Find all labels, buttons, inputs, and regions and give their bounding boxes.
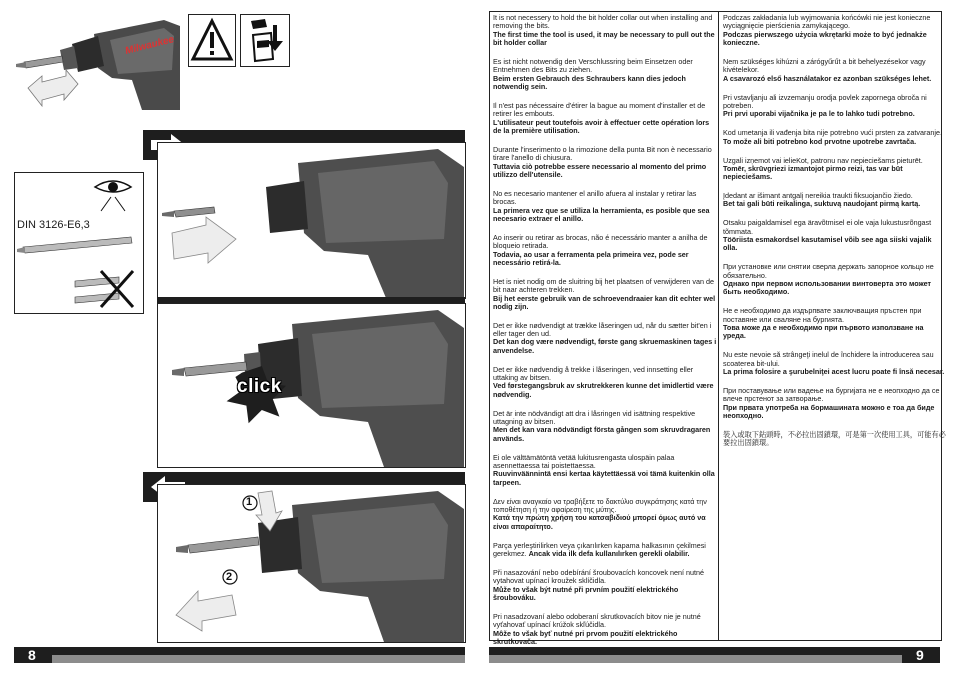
- paragraph: [493, 322, 717, 355]
- figure-insert-bit: [157, 142, 466, 299]
- paragraph-bold-text: L'utilisateur peut toutefois avoir à effectuer cette opération lors de la première utilisation.: [493, 117, 710, 135]
- paragraph-bold-text: To može ali biti potrebno kod prvotne upotrebe zavrtača.: [723, 136, 917, 146]
- paragraph-normal-text: Pri vstavljanju ali izvzemanju orodja povlek zapornega obroča ni potreben.: [723, 92, 927, 110]
- paragraph: [723, 263, 947, 296]
- paragraph: [493, 278, 717, 311]
- footer-bar-left: [14, 647, 465, 655]
- paragraph-normal-text: Įdedant ar išimant antgalį nereikia traukti fiksuojančio žiedo.: [723, 191, 913, 201]
- paragraph-normal-text: Pri nasadzovaní alebo odoberaní skrutkovacích bitov nie je nutné vyťahovať upínací krúžok skľúčidla.: [493, 611, 701, 630]
- paragraph-normal-text: Ei ole välttämätöntä vetää lukitusrengasta ulospäin palaa asennettaessa tai poistettaessa.: [493, 452, 675, 471]
- figure-click: [157, 303, 466, 468]
- paragraph: [493, 410, 717, 443]
- drill-remove-illustration: [158, 485, 465, 642]
- paragraph-bold-text: Det kan dog være nødvendigt, første gang skruemaskinen tages i anvendelse.: [493, 337, 717, 355]
- footer-gray-right: [489, 655, 902, 663]
- paragraph-bold-text: Ruuvinväännintä ensi kertaa käytettäessä voi tämä kuitenkin olla tarpeen.: [493, 469, 715, 487]
- paragraph-bold-text: A csavarozó első használatakor ez azonban szükséges lehet.: [723, 73, 932, 83]
- paragraph-bold-text: Tomēr, skrūvgriezi izmantojot pirmo reizi, tas var būt nepieciešams.: [723, 163, 903, 182]
- paragraph-bold-text: Това може да е необходимо при първото използване на уреда.: [723, 323, 924, 341]
- paragraph: [723, 94, 947, 119]
- paragraph: [493, 542, 717, 559]
- paragraph-bold-text: Môže to však byť nutné pri prvom použití elektrického skrutkovača.: [493, 628, 678, 646]
- paragraph-normal-text: 裝入或取下鉆頭時，不必拉出固鎖環，可是第一次使用工具，可能有必要拉出固鎖環。: [723, 429, 946, 448]
- paragraph-bold-text: Pri prvi uporabi vijačnika je pa le to lahko tudi potrebno.: [723, 109, 915, 119]
- paragraph: [723, 387, 947, 420]
- paragraph-normal-text: Podczas zakładania lub wyjmowania końcówki nie jest konieczne wyciągnięcie pierścienia zamykającego.: [723, 13, 931, 31]
- paragraph-bold-text: При првата употреба на бормашината можно е тоа да биде неопходно.: [723, 402, 935, 420]
- paragraph-bold-text: Bij het eerste gebruik van de schroevendraaier kan dit echter wel nodig zijn.: [493, 293, 716, 311]
- step-1-number: 1: [246, 496, 253, 508]
- paragraph-normal-text: Il n'est pas nécessaire d'étirer la bague au moment d'installer et de retirer les embouts.: [493, 100, 706, 119]
- paragraph-normal-text: Es ist nicht notwendig den Verschlussring beim Einsetzen oder Entnehmen des Bits zu ziehen.: [493, 56, 693, 75]
- paragraph-normal-text: Het is niet nodig om de sluitring bij het plaatsen of verwijderen van de bit naar achteren trekken.: [493, 276, 714, 295]
- paragraph-normal-text: При поставување или вадење на бургијата не е неопходно да се влече прстенот за затворање.: [723, 385, 940, 404]
- drill-click-illustration: [158, 304, 465, 467]
- drill-insert-illustration: [158, 143, 465, 298]
- paragraph-normal-text: Nem szükséges kihúzni a zárógyűrűt a bit behelyezésekor vagy kivételekor.: [723, 56, 926, 75]
- drill-top-illustration: [14, 14, 180, 110]
- text-column-left: [493, 14, 717, 657]
- paragraph-normal-text: Не е необходимо да издърпвате заключващия пръстен при поставяне или сваляне на бургията.: [723, 306, 922, 324]
- paragraph-normal-text: Ao inserir ou retirar as brocas, não é necessário manter a anilha de bloqueio retirada.: [493, 232, 708, 251]
- paragraph: [493, 498, 717, 531]
- step-2-number: 2: [226, 571, 233, 583]
- page-number-left: 8: [28, 647, 36, 663]
- paragraph-bold-text: Ancak vida ilk defa kullanılırken gerekli olabilir.: [528, 548, 690, 558]
- paragraph-bold-text: Bet tai gali būti reikalinga, suktuvą naudojant pirmą kartą.: [723, 199, 921, 209]
- paragraph-normal-text: Durante l'inserimento o la rimozione della punta Bit non è necessario tirare l'anello di chiusura.: [493, 144, 712, 163]
- paragraph-normal-text: No es necesario mantener el anillo afuera al instalar y retirar las brocas.: [493, 188, 697, 207]
- paragraph-normal-text: Parça yerleştirilirken veya çıkarılırken kapama halkasının çekilmesi gerekmez.: [493, 540, 706, 558]
- warning-icon: [189, 15, 235, 66]
- unplug-icon-box: [240, 14, 290, 67]
- paragraph: [493, 569, 717, 602]
- paragraph: [723, 219, 947, 252]
- paragraph: [723, 129, 947, 146]
- paragraph: [493, 14, 717, 47]
- footer-bar-right: [489, 647, 940, 655]
- paragraph-normal-text: Uzgali izņemot vai ielieKot, patronu nav nepieciešams pieturēt.: [723, 155, 923, 165]
- paragraph-normal-text: Det är inte nödvändigt att dra i låsringen vid isättning respektive uttagning av bitsen.: [493, 408, 696, 427]
- paragraph: [723, 351, 947, 376]
- paragraph-normal-text: Det er ikke nødvendig å trekke i låseringen, ved innsetting eller uttaking av bitsen.: [493, 364, 694, 383]
- paragraph-normal-text: Δεν είναι αναγκαίο να τραβήξετε το δακτύλιο συγκράτησης κατά την τοποθέτηση ή την αφαίρεση της μύτης.: [493, 496, 707, 514]
- paragraph: [493, 58, 717, 91]
- paragraph-bold-text: Однако при первом использовании винтоверта это может быть необходимо.: [723, 279, 931, 297]
- column-divider: [718, 12, 719, 640]
- paragraph-bold-text: The first time the tool is used, it may be necessary to pull out the bit holder collar: [493, 29, 715, 48]
- paragraph: [493, 366, 717, 399]
- click-label: click: [237, 376, 282, 397]
- paragraph-bold-text: Podczas pierwszego użycia wkrętarki może to być jednakże konieczne.: [723, 29, 927, 48]
- paragraph-normal-text: It is not necessery to hold the bit holder collar out when installing and removing the bits.: [493, 13, 713, 31]
- paragraph: [723, 58, 947, 83]
- paragraph: [723, 307, 947, 340]
- paragraph-normal-text: Při nasazování nebo odebírání šroubovacích koncovek není nutné vytahovat upínací kroužek sklíčidla.: [493, 567, 704, 586]
- paragraph-bold-text: Ved førstegangsbruk av skrutrekkeren kunne det imidlertid være nødvendig.: [493, 381, 714, 399]
- page-number-right: 9: [916, 647, 924, 663]
- bit-illustration: [15, 173, 143, 313]
- paragraph: [723, 431, 947, 448]
- drill-logo: Milwaukee: [124, 34, 176, 57]
- paragraph: [493, 146, 717, 179]
- paragraph-bold-text: Tööriista esmakordsel kasutamisel võib see aga siiski vajalik olla.: [723, 235, 932, 253]
- din-bit-box: [14, 172, 144, 314]
- din-label: DIN 3126-E6,3: [17, 219, 90, 231]
- battery-remove-icon: [241, 15, 289, 66]
- paragraph-normal-text: При установке или снятии сверла держать запорное кольцо не обязательно.: [723, 262, 934, 280]
- paragraph: [493, 234, 717, 267]
- paragraph-normal-text: Nu este nevoie să strângeţi inelul de închidere la introducerea sau scoaterea bit-ului.: [723, 350, 934, 368]
- paragraph: [723, 192, 947, 209]
- paragraph: [723, 157, 947, 182]
- text-column-right: [723, 14, 947, 458]
- figure-remove-bit: [157, 484, 466, 643]
- footer-gray-left: [52, 655, 465, 663]
- paragraph-bold-text: La prima folosire a şurubelniţei acest lucru poate fi însă necesar.: [723, 367, 945, 376]
- paragraph: [493, 454, 717, 487]
- paragraph: [723, 14, 947, 47]
- paragraph-normal-text: Det er ikke nødvendigt at trække låseringen ud, når du sætter bit'en i eller tager den ud.: [493, 320, 712, 339]
- paragraph-bold-text: Κατά την πρώτη χρήση του κατσαβιδιού μπορεί όμως αυτό να είναι απαραίτητο.: [493, 513, 706, 531]
- paragraph-bold-text: La primera vez que se utiliza la herramienta, es posible que sea necesario extraer el anillo.: [493, 205, 710, 223]
- paragraph-bold-text: Tuttavia ciò potrebbe essere necessario al momento del primo utilizzo dell'utensile.: [493, 161, 707, 179]
- paragraph-bold-text: Může to však být nutné při prvním použití elektrického šroubováku.: [493, 584, 679, 602]
- paragraph-bold-text: Beim ersten Gebrauch des Schraubers kann dies jedoch notwendig sein.: [493, 73, 686, 91]
- paragraph: [493, 613, 717, 646]
- paragraph: [493, 190, 717, 223]
- paragraph-normal-text: Otsaku paigaldamisel ega äravõtmisel ei ole vaja lukustusrõngast tõmmata.: [723, 218, 932, 236]
- paragraph-bold-text: Men det kan vara nödvändigt första gången som skruvdragaren används.: [493, 425, 711, 443]
- paragraph: [493, 102, 717, 135]
- warning-icon-box: [188, 14, 236, 67]
- paragraph-normal-text: Kod umetanja ili vađenja bita nije potrebno vući prsten za zatvaranje.: [723, 128, 942, 138]
- paragraph-bold-text: Todavia, ao usar a ferramenta pela primeira vez, pode ser necessário retirá-la.: [493, 249, 689, 267]
